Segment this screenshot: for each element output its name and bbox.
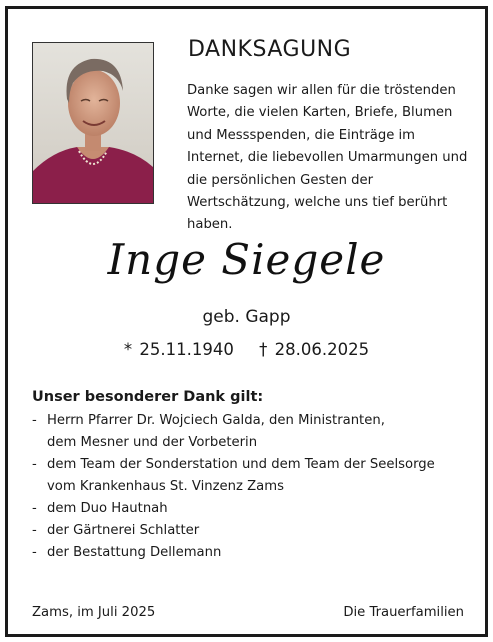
portrait-photo (32, 42, 154, 204)
deceased-name: Inge Siegele (107, 235, 386, 284)
maiden-name: geb. Gapp (202, 307, 291, 327)
list-item-line: dem Mesner und der Vorbeterin (47, 435, 258, 450)
list-item (32, 410, 472, 454)
list-item-line: Herrn Pfarrer Dr. Wojciech Galda, den Ministranten, (47, 413, 385, 428)
thanks-list (32, 410, 472, 564)
portrait-illustration (33, 43, 153, 203)
list-item-line: der Gärtnerei Schlatter (47, 523, 200, 538)
list-dash: - (32, 545, 37, 560)
list-dash: - (32, 413, 37, 428)
life-dates (8, 340, 485, 359)
list-dash: - (32, 457, 37, 472)
death-date: † 28.06.2025 (259, 340, 370, 359)
signature: Die Trauerfamilien (343, 605, 464, 620)
list-dash: - (32, 501, 37, 516)
place-and-date: Zams, im Juli 2025 (32, 605, 156, 620)
list-item-line: vom Krankenhaus St. Vinzenz Zams (47, 479, 284, 494)
thanks-heading: Unser besonderer Dank gilt: (32, 389, 264, 405)
birth-date: * 25.11.1940 (123, 340, 234, 359)
list-item (32, 498, 472, 520)
list-item-line: dem Team der Sonderstation und dem Team der Seelsorge (47, 457, 435, 472)
list-item-line: dem Duo Hautnah (47, 501, 168, 516)
list-item (32, 454, 472, 498)
list-item-line: der Bestattung Dellemann (47, 545, 222, 560)
notice-frame (5, 6, 488, 637)
list-item (32, 542, 472, 564)
intro-paragraph: Danke sagen wir allen für die tröstenden Worte, die vielen Karten, Briefe, Blumen und Messspenden, die Einträge im Internet, die liebevollen Umarmungen und die persönlichen Gesten der Wertschätzung, welche uns tief berührt haben. (187, 83, 468, 233)
page-title: DANKSAGUNG (188, 37, 352, 62)
list-dash: - (32, 523, 37, 538)
list-item (32, 520, 472, 542)
